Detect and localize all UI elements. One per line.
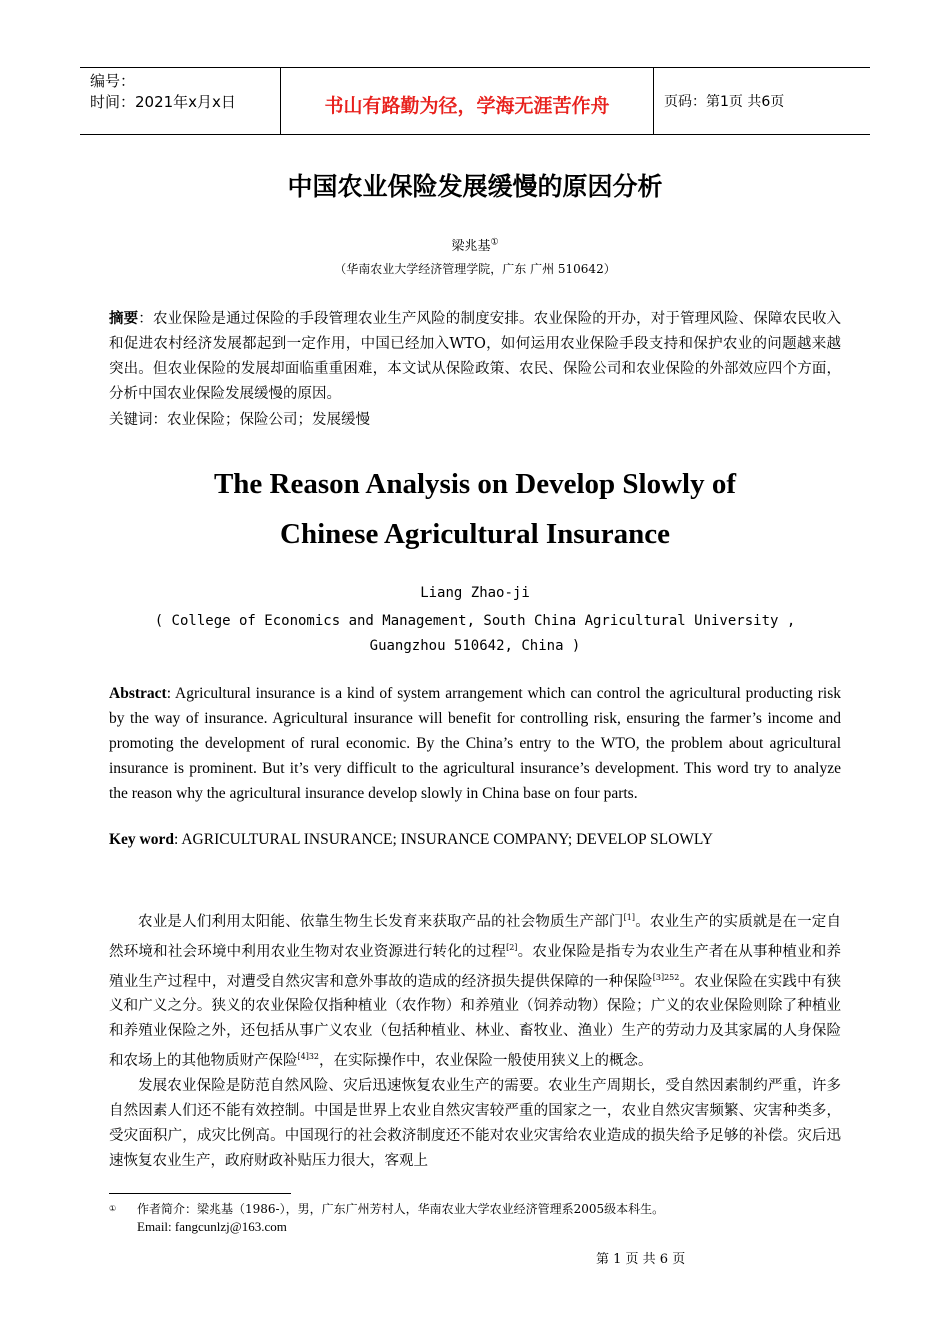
p1-seg-b: 。农业生产的实质就是在一定自然环境和社会环境中利用农业生物对农业资源进行转化的过程 [109, 913, 842, 960]
p1-seg-d: 。农业保险在实践中有狭义和广义之分。狭义的农业保险仅指种植业（农作物）和养殖业（饲养动物）保险；广义的农业保险则除了种植业和养殖业保险之外，还包括从事广义农业（包括种植业、林业、畜牧业、渔业）生产的劳动力及其家属的人身保险和农场上的其他物质财产保险 [109, 973, 842, 1070]
body-text [109, 905, 841, 1174]
p1-seg-c: 。农业保险是指专为农业生产者在从事种植业和养殖业生产过程中，对遭受自然灾害和意外事故的造成的经济损失提供保障的一种保险 [109, 943, 841, 990]
author-footnote-mark: ① [490, 237, 499, 248]
header-date: 时间：2021年x月x日 [90, 93, 236, 111]
footnote-text: 作者简介：梁兆基（1986-），男，广东广州芳村人，华南农业大学农业经济管理系2005级本科生。 [137, 1202, 665, 1216]
keywords-chinese [109, 408, 370, 429]
footnote-rule [109, 1193, 291, 1194]
affiliation-chinese: （华南农业大学经济管理学院，广东 广州 510642） [334, 262, 616, 276]
footnote-email: Email: fangcunlzj@163.com [137, 1219, 287, 1234]
abstract-english [109, 681, 841, 806]
citation-1: [1] [623, 913, 635, 922]
citation-2: [2] [506, 942, 518, 952]
body-paragraph-1 [109, 905, 841, 1074]
citation-3: [3]252 [652, 972, 680, 982]
title-en-line2: Chinese Agricultural Insurance [280, 518, 670, 550]
title-en-line1: The Reason Analysis on Develop Slowly of [213, 468, 737, 500]
footnote-line [109, 1200, 841, 1218]
keywords-cn-label: 关键词 [109, 412, 153, 428]
author-name-cn: 梁兆基 [451, 239, 491, 254]
abstract-chinese [109, 307, 841, 407]
affiliation-en-line1: ( College of Economics and Management, South China Agricultural University , [154, 613, 796, 629]
p1-seg-e: ，在实际操作中，农业保险一般使用狭义上的概念。 [319, 1053, 653, 1070]
abstract-en-text: : Agricultural insurance is a kind of system arrangement which can control the agricultural producting risk by the way of insurance. Agricultural insurance will benefit for controlling risk, ensuring the farmer’s income and promoting the development of rural economic. By the China’s entry to the WTO, the problem about agricultural insurance is prominent. But it’s very difficult to the agricultural insurance’s development. This word try to analyze the reason why the agricultural insurance develop slowly in China base on four parts. [109, 685, 841, 802]
keywords-en-label: Key word [109, 831, 175, 848]
keywords-cn-text: ：农业保险；保险公司；发展缓慢 [152, 412, 370, 428]
title-english [0, 459, 950, 559]
footnote [109, 1200, 841, 1236]
affiliation-english [0, 609, 950, 659]
abstract-cn-text: ：农业保险是通过保险的手段管理农业生产风险的制度安排。农业保险的开办，对于管理风险、保障农民收入和促进农村经济发展都起到一定作用，中国已经加入WTO，如何运用农业保险手段支持和保护农业的问题越来越突出。但农业保险的发展却面临重重困难，本文试从保险政策、农民、保险公司和农业保险的外部效应四个方面，分析中国农业保险发展缓慢的原因。 [109, 311, 842, 402]
p1-seg-a: 农业是人们利用太阳能、依靠生物生长发育来获取产品的社会物质生产部门 [138, 913, 624, 930]
abstract-en-label: Abstract [109, 685, 167, 702]
affiliation-en-line2: Guangzhou 510642, China ) [369, 638, 581, 654]
header-number: 编号： [90, 72, 136, 90]
abstract-cn-label: 摘要 [109, 311, 139, 327]
body-paragraph-2: 发展农业保险是防范自然风险、灾后迅速恢复农业生产的需要。农业生产周期长，受自然因素制约严重，许多自然因素人们还不能有效控制。中国是世界上农业自然灾害较严重的国家之一，农业自然灾害频繁、灾害种类多，受灾面积广，成灾比例高。中国现行的社会救济制度还不能对农业灾害给农业造成的损失给予足够的补偿。灾后迅速恢复农业生产，政府财政补贴压力很大，客观上 [109, 1078, 841, 1170]
header-box [80, 67, 870, 135]
citation-4: [4]32 [297, 1052, 320, 1062]
footnote-mark: ① [109, 1204, 117, 1213]
header-motto: 书山有路勤为径，学海无涯苦作舟 [280, 68, 654, 134]
title-chinese: 中国农业保险发展缓慢的原因分析 [287, 172, 663, 201]
page-number: 第 1 页 共 6 页 [596, 1252, 686, 1267]
author-chinese [0, 235, 950, 254]
header-meta [80, 68, 280, 134]
keywords-english [109, 831, 713, 849]
author-english: Liang Zhao-ji [420, 585, 530, 601]
header-page: 页码：第1页 共6页 [664, 94, 785, 110]
keywords-en-text: : AGRICULTURAL INSURANCE; INSURANCE COMPANY; DEVELOP SLOWLY [174, 831, 714, 848]
